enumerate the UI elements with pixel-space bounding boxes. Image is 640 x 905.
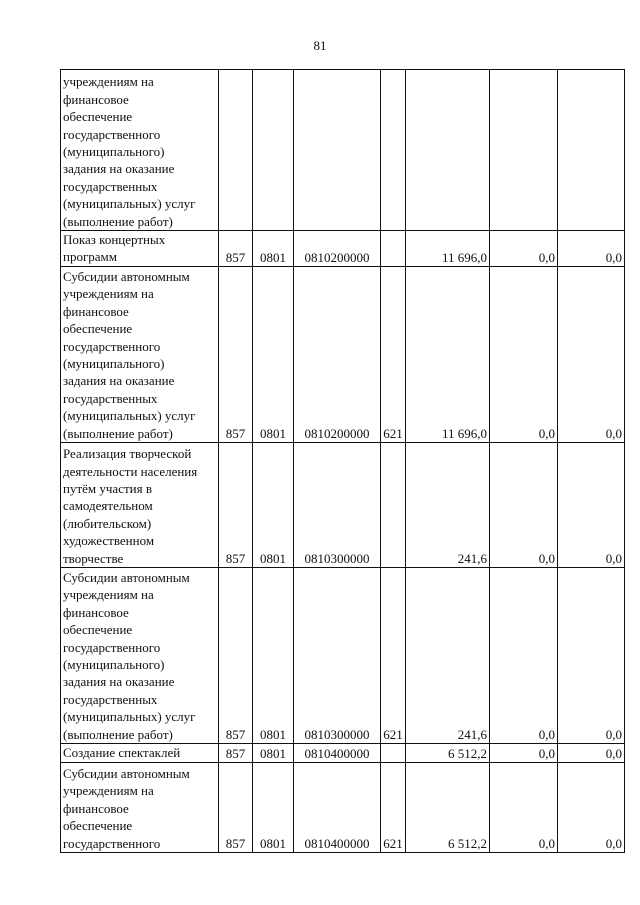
- row-ministry: 857: [219, 443, 253, 568]
- row-amount-3: 0,0: [558, 267, 625, 443]
- row-amount-1: [406, 70, 490, 231]
- row-name: Показ концертных программ: [61, 231, 219, 267]
- row-target: 0810300000: [294, 443, 381, 568]
- row-amount-3: 0,0: [558, 443, 625, 568]
- row-ministry: 857: [219, 744, 253, 763]
- row-name: Субсидии автономным учреждениям на финансовое обеспечение государственного (муниципального) задания на оказание государственных (муниципальных) услуг (выполнение работ): [61, 267, 219, 443]
- table-row: [61, 744, 625, 763]
- row-amount-2: 0,0: [490, 231, 558, 267]
- row-section: 0801: [253, 568, 294, 744]
- row-amount-3: 0,0: [558, 744, 625, 763]
- row-expense-type: [381, 744, 406, 763]
- row-amount-2: 0,0: [490, 763, 558, 853]
- row-amount-3: [558, 70, 625, 231]
- row-target: 0810300000: [294, 568, 381, 744]
- row-amount-1: 241,6: [406, 443, 490, 568]
- row-ministry: 857: [219, 763, 253, 853]
- row-amount-1: 11 696,0: [406, 267, 490, 443]
- row-name: учреждениям на финансовое обеспечение государственного (муниципального) задания на оказание государственных (муниципальных) услуг (выполнение работ): [61, 70, 219, 231]
- table-row: [61, 763, 625, 853]
- row-ministry: [219, 70, 253, 231]
- row-amount-3: 0,0: [558, 231, 625, 267]
- table-row: [61, 443, 625, 568]
- row-section: 0801: [253, 231, 294, 267]
- table-row: [61, 568, 625, 744]
- row-amount-1: 241,6: [406, 568, 490, 744]
- row-section: 0801: [253, 267, 294, 443]
- row-expense-type: 621: [381, 568, 406, 744]
- row-amount-3: 0,0: [558, 763, 625, 853]
- row-expense-type: 621: [381, 763, 406, 853]
- row-name: Субсидии автономным учреждениям на финансовое обеспечение государственного (муниципального) задания на оказание государственных (муниципальных) услуг (выполнение работ): [61, 568, 219, 744]
- row-amount-2: [490, 70, 558, 231]
- row-amount-1: 11 696,0: [406, 231, 490, 267]
- row-expense-type: 621: [381, 267, 406, 443]
- table-row: [61, 231, 625, 267]
- row-target: [294, 70, 381, 231]
- row-amount-1: 6 512,2: [406, 744, 490, 763]
- row-amount-3: 0,0: [558, 568, 625, 744]
- page-number: 81: [313, 38, 327, 53]
- row-expense-type: [381, 70, 406, 231]
- row-amount-2: 0,0: [490, 443, 558, 568]
- row-section: 0801: [253, 744, 294, 763]
- row-target: 0810200000: [294, 267, 381, 443]
- row-target: 0810400000: [294, 744, 381, 763]
- row-amount-2: 0,0: [490, 568, 558, 744]
- row-amount-1: 6 512,2: [406, 763, 490, 853]
- table-row: [61, 70, 625, 231]
- table-row: [61, 267, 625, 443]
- row-name: Реализация творческой деятельности населения путём участия в самодеятельном (любительском) художественном творчестве: [61, 443, 219, 568]
- row-expense-type: [381, 231, 406, 267]
- row-name: Субсидии автономным учреждениям на финансовое обеспечение государственного: [61, 763, 219, 853]
- row-amount-2: 0,0: [490, 267, 558, 443]
- row-target: 0810400000: [294, 763, 381, 853]
- row-amount-2: 0,0: [490, 744, 558, 763]
- row-ministry: 857: [219, 231, 253, 267]
- row-expense-type: [381, 443, 406, 568]
- row-section: 0801: [253, 443, 294, 568]
- budget-table: [60, 69, 625, 853]
- row-section: 0801: [253, 763, 294, 853]
- row-section: [253, 70, 294, 231]
- row-ministry: 857: [219, 568, 253, 744]
- row-target: 0810200000: [294, 231, 381, 267]
- row-ministry: 857: [219, 267, 253, 443]
- row-name: Создание спектаклей: [61, 744, 219, 763]
